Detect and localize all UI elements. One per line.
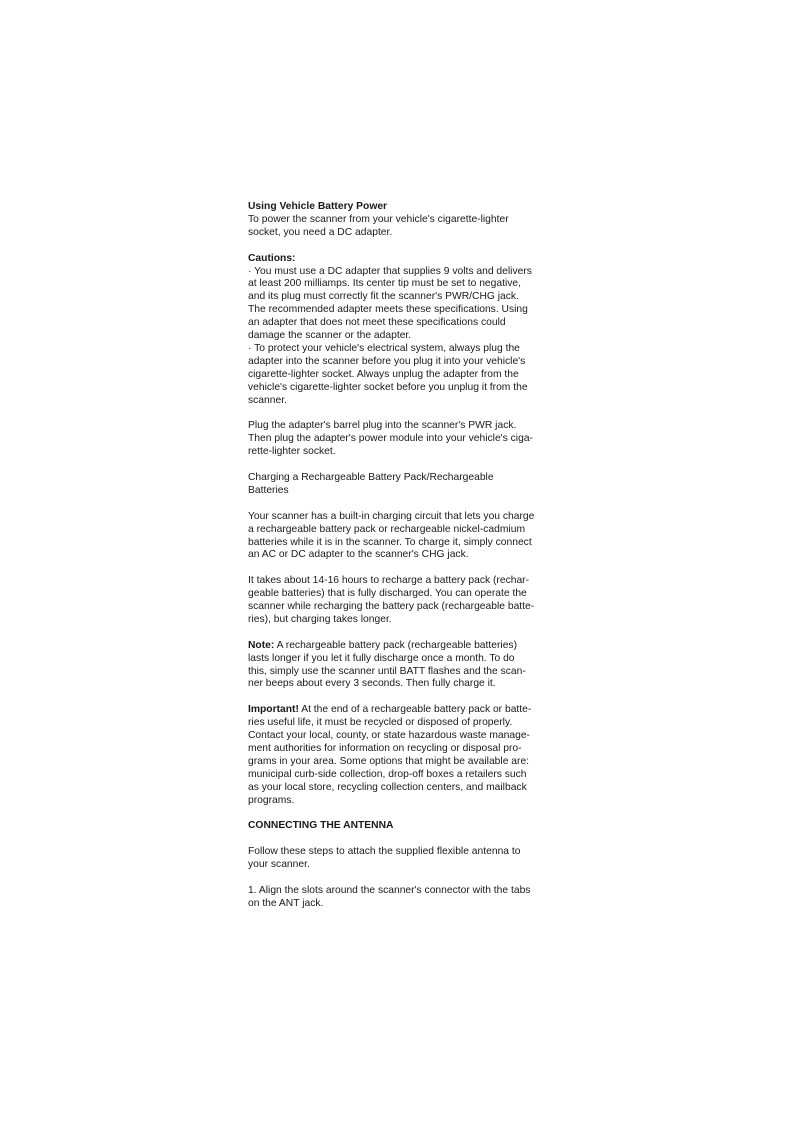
paragraph-line: It takes about 14-16 hours to recharge a battery pack (rechar- xyxy=(248,575,530,587)
note-label: Note: xyxy=(248,639,275,651)
note-text: A rechargeable battery pack (rechargeable batteries) xyxy=(274,639,518,651)
caution-line: an adapter that does not meet these specifications could xyxy=(248,317,506,329)
important-label: Important! xyxy=(248,704,299,716)
paragraph-line: your scanner. xyxy=(248,859,310,871)
caution-line: scanner. xyxy=(248,394,287,406)
subsection-title-line: Batteries xyxy=(248,484,289,496)
caution-line: · You must use a DC adapter that supplies 9 volts and delivers xyxy=(248,265,532,277)
paragraph-line: a rechargeable battery pack or rechargeable nickel-cadmium xyxy=(248,523,526,535)
caution-line: vehicle's cigarette-lighter socket before you unplug it from the xyxy=(248,381,528,393)
caution-line: adapter into the scanner before you plug it into your vehicle's xyxy=(248,355,526,367)
paragraph-line: geable batteries) that is fully discharged. You can operate the xyxy=(248,588,527,600)
important-line: municipal curb-side collection, drop-off boxes a retailers such xyxy=(248,768,527,780)
caution-line: and its plug must correctly fit the scanner's PWR/CHG jack. xyxy=(248,291,519,303)
manual-page-text xyxy=(248,201,550,911)
paragraph-line: rette-lighter socket. xyxy=(248,446,336,458)
paragraph-line: socket, you need a DC adapter. xyxy=(248,226,393,238)
paragraph-line: Plug the adapter's barrel plug into the scanner's PWR jack. xyxy=(248,420,517,432)
paragraph-line: ries), but charging takes longer. xyxy=(248,613,392,625)
important-line: programs. xyxy=(248,794,295,806)
important-first-line xyxy=(248,704,550,717)
subsection-title-line: Charging a Rechargeable Battery Pack/Rechargeable xyxy=(248,471,494,483)
note-first-line xyxy=(248,640,550,653)
paragraph-line: an AC or DC adapter to the scanner's CHG jack. xyxy=(248,549,469,561)
paragraph-line: To power the scanner from your vehicle's cigarette-lighter xyxy=(248,213,509,225)
paragraph-line: batteries while it is in the scanner. To charge it, simply connect xyxy=(248,536,532,548)
note-line: this, simply use the scanner until BATT flashes and the scan- xyxy=(248,665,526,677)
important-line: ries useful life, it must be recycled or disposed of properly. xyxy=(248,717,513,729)
section-heading-vehicle-battery: Using Vehicle Battery Power xyxy=(248,201,388,212)
caution-line: damage the scanner or the adapter. xyxy=(248,330,412,342)
important-line: as your local store, recycling collection centers, and mailback xyxy=(248,781,527,793)
paragraph-line: scanner while recharging the battery pack (rechargeable batte- xyxy=(248,601,535,613)
paragraph-line: Your scanner has a built-in charging circuit that lets you charge xyxy=(248,510,535,522)
paragraph-line: Follow these steps to attach the supplied flexible antenna to xyxy=(248,846,521,858)
caution-line: The recommended adapter meets these specifications. Using xyxy=(248,304,528,316)
step-line: 1. Align the slots around the scanner's connector with the tabs xyxy=(248,884,531,896)
important-line: ment authorities for information on recycling or disposal pro- xyxy=(248,742,522,754)
important-line: Contact your local, county, or state hazardous waste manage- xyxy=(248,730,530,742)
important-text: At the end of a rechargeable battery pack or batte- xyxy=(298,704,532,716)
note-line: lasts longer if you let it fully discharge once a month. To do xyxy=(248,652,515,664)
caution-line: · To protect your vehicle's electrical system, always plug the xyxy=(248,342,520,354)
paragraph-line: Then plug the adapter's power module into your vehicle's ciga- xyxy=(248,433,533,445)
caution-line: cigarette-lighter socket. Always unplug the adapter from the xyxy=(248,368,519,380)
section-heading-antenna: CONNECTING THE ANTENNA xyxy=(248,820,394,832)
cautions-heading: Cautions: xyxy=(248,252,296,264)
step-line: on the ANT jack. xyxy=(248,897,324,909)
note-line: ner beeps about every 3 seconds. Then fully charge it. xyxy=(248,678,496,690)
caution-line: at least 200 milliamps. Its center tip must be set to negative, xyxy=(248,278,521,290)
important-line: grams in your area. Some options that might be available are: xyxy=(248,755,530,767)
